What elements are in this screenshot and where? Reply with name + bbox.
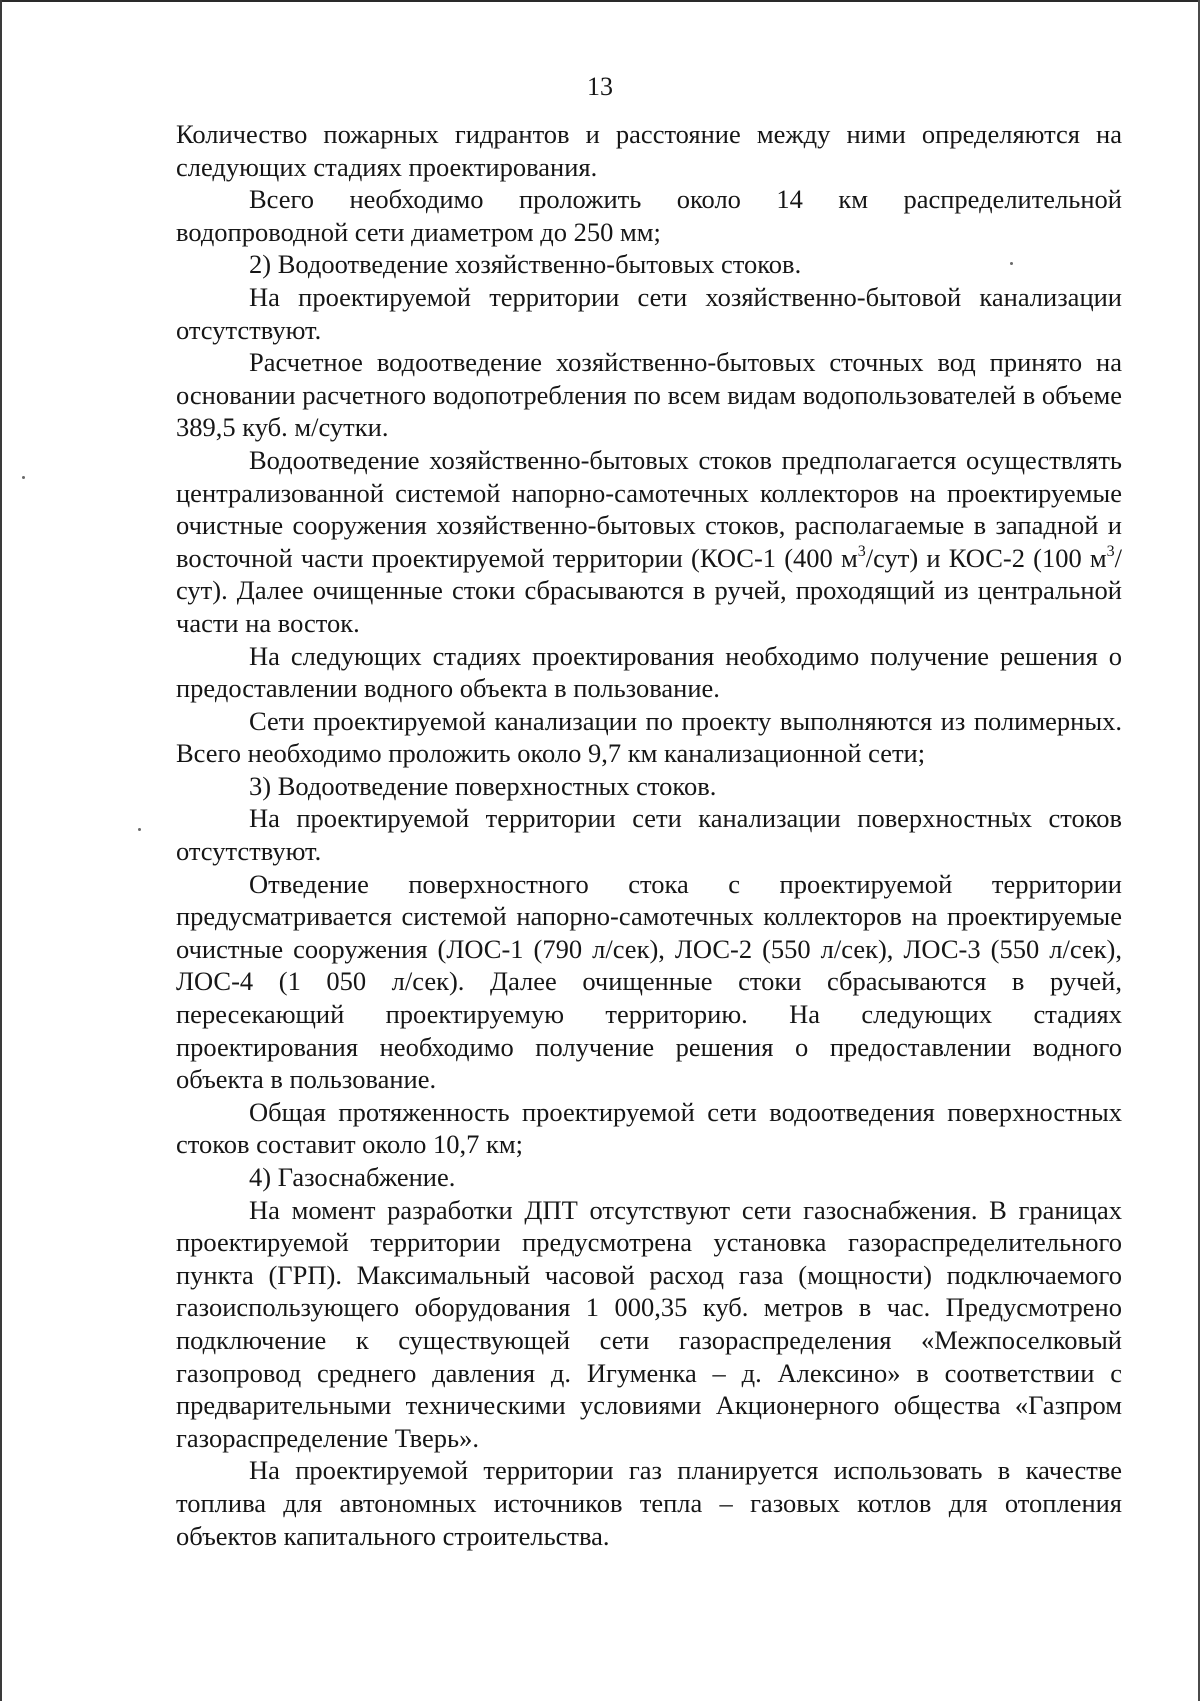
paragraph: Отведение поверхностного стока с проектируемой территории предусматривается системой напорно-самотечных коллекторов на проектируемые очистные сооружения (ЛОС-1 (790 л/сек), ЛОС-2 (550 л/сек), ЛОС-3 (550 л/сек), ЛОС-4 (1 050 л/сек). Далее очищенные стоки сбрасываются в ручей, пересекающий проектируемую территорию. На следующих стадиях проектирования необходимо получение решения о предоставлении водного объекта в пользование. bbox=[176, 868, 1122, 1095]
paragraph: Сети проектируемой канализации по проекту выполняются из полимерных. Всего необходимо проложить около 9,7 км канализационной сети; bbox=[176, 705, 1122, 769]
paragraph: Всего необходимо проложить около 14 км распределительной водопроводной сети диаметром до 250 мм; bbox=[176, 184, 1122, 247]
section-heading: 3) Водоотведение поверхностных стоков. bbox=[249, 770, 717, 801]
text-run: Водоотведение хозяйственно-бытовых стоков предполагается осуществлять централизованной системой напорно-самотечных коллекторов на проектируемые очистные сооружения хозяйственно-бытовых стоков, располагаемые в западной и восточной части проектируемой территории (КОС-1 (400 м bbox=[176, 444, 1122, 573]
section-heading: 2) Водоотведение хозяйственно-бытовых стоков. bbox=[249, 249, 802, 280]
superscript: 3 bbox=[857, 542, 866, 560]
scan-speck bbox=[22, 476, 25, 479]
scan-edge-top bbox=[0, 0, 1200, 2]
text-run: /сут) и КОС-2 (100 м bbox=[865, 542, 1107, 573]
scan-speck bbox=[138, 828, 141, 831]
paragraph: Общая протяженность проектируемой сети водоотведения поверхностных стоков составит около 10,7 км; bbox=[176, 1096, 1122, 1160]
paragraph: Количество пожарных гидрантов и расстояние между ними определяются на следующих стадиях проектирования. bbox=[176, 119, 1122, 182]
paragraph: На проектируемой территории газ планируется использовать в качестве топлива для автономных источников тепла – газовых котлов для отопления объектов капитального строительства. bbox=[176, 1455, 1122, 1551]
paragraph: На проектируемой территории сети хозяйственно-бытовой канализации отсутствуют. bbox=[176, 281, 1122, 345]
scan-edge-left bbox=[0, 0, 2, 1701]
paragraph: Расчетное водоотведение хозяйственно-бытовых сточных вод принято на основании расчетного водопотребления по всем видам водопользователей в объеме 389,5 куб. м/сутки. bbox=[176, 347, 1122, 443]
superscript: 3 bbox=[1106, 542, 1115, 560]
paragraph: На следующих стадиях проектирования необходимо получение решения о предоставлении водного объекта в пользование. bbox=[176, 640, 1122, 704]
paragraph: На момент разработки ДПТ отсутствуют сети газоснабжения. В границах проектируемой территории предусмотрена установка газораспределительного пункта (ГРП). Максимальный часовой расход газа (мощности) подключаемого газоиспользующего оборудования 1 000,35 куб. метров в час. Предусмотрено подключение к существующей сети газораспределения «Межпоселковый газопровод среднего давления д. Игуменка – д. Алексино» в соответствии с предварительными техническими условиями Акционерного общества «Газпром газораспределение Тверь». bbox=[176, 1194, 1122, 1453]
paragraph bbox=[176, 444, 1122, 640]
body-text bbox=[176, 118, 1122, 1552]
paragraph: На проектируемой территории сети канализации поверхностных стоков отсутствуют. bbox=[176, 803, 1122, 867]
section-heading: 4) Газоснабжение. bbox=[249, 1162, 456, 1192]
page-number: 13 bbox=[587, 72, 613, 101]
text-run: /сут). Далее очищенные стоки сбрасываются в ручей, проходящий из центральной части на восток. bbox=[176, 542, 1123, 638]
